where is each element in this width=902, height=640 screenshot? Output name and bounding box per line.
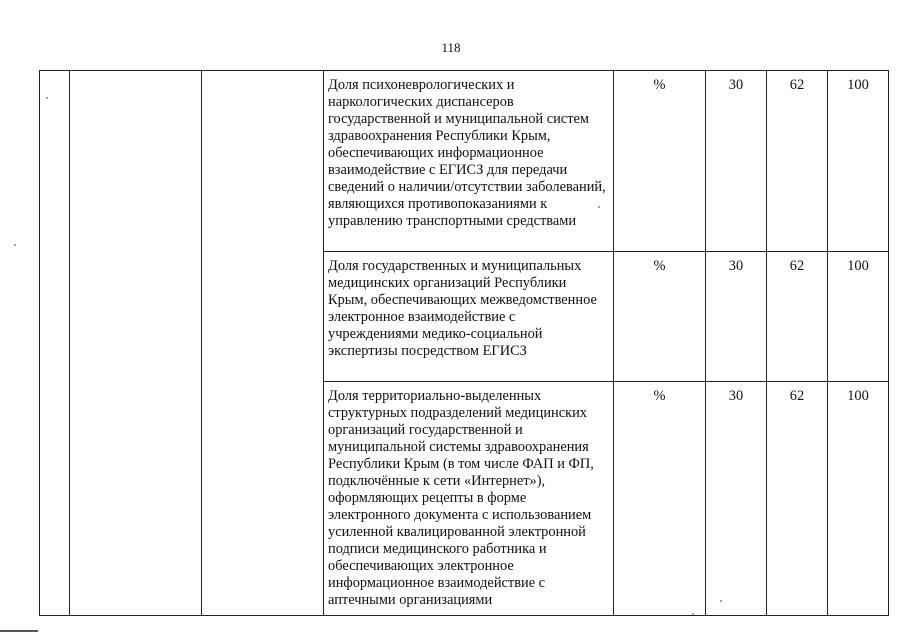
page-number: 118 xyxy=(441,40,461,55)
scan-speck xyxy=(720,600,722,602)
table-row xyxy=(40,71,889,252)
value-cell: 62 xyxy=(767,382,828,616)
value-cell: 100 xyxy=(828,252,889,382)
empty-cell xyxy=(40,71,70,616)
value-cell: 30 xyxy=(706,71,767,252)
value-cell: 30 xyxy=(706,382,767,616)
unit-cell: % xyxy=(614,382,706,616)
unit-cell: % xyxy=(614,71,706,252)
indicators-table xyxy=(39,70,889,616)
value-cell: 100 xyxy=(828,71,889,252)
value-cell: 100 xyxy=(828,382,889,616)
value-cell: 62 xyxy=(767,71,828,252)
empty-cell xyxy=(202,71,324,616)
value-cell: 62 xyxy=(767,252,828,382)
scan-speck xyxy=(692,613,694,615)
indicator-description: Доля психоневрологических и наркологических диспансеров государственной и муниципальной систем здравоохранения Республики Крым, обеспечивающих информационное взаимодействие с ЕГИСЗ для передачи сведений о наличии/отсутствии заболеваний, являющихся противопоказаниями к управлению транспортными средствами xyxy=(324,71,614,252)
scan-speck xyxy=(46,97,48,99)
value-cell: 30 xyxy=(706,252,767,382)
empty-cell xyxy=(70,71,202,616)
indicator-description: Доля государственных и муниципальных медицинских организаций Республики Крым, обеспечивающих межведомственное электронное взаимодействие с учреждениями медико-социальной экспертизы посредством ЕГИСЗ xyxy=(324,252,614,382)
scan-speck xyxy=(14,244,16,246)
scan-speck xyxy=(598,206,600,208)
scan-artifact-line xyxy=(0,630,38,632)
unit-cell: % xyxy=(614,252,706,382)
indicator-description: Доля территориально-выделенных структурных подразделений медицинских организаций государственной и муниципальной системы здравоохранения Республики Крым (в том числе ФАП и ФП, подключённые к сети «Интернет»), оформляющих рецепты в форме электронного документа с использованием усиленной квалицированной электронной подписи медицинского работника и обеспечивающих электронное информационное взаимодействие с аптечными организациями xyxy=(324,382,614,616)
